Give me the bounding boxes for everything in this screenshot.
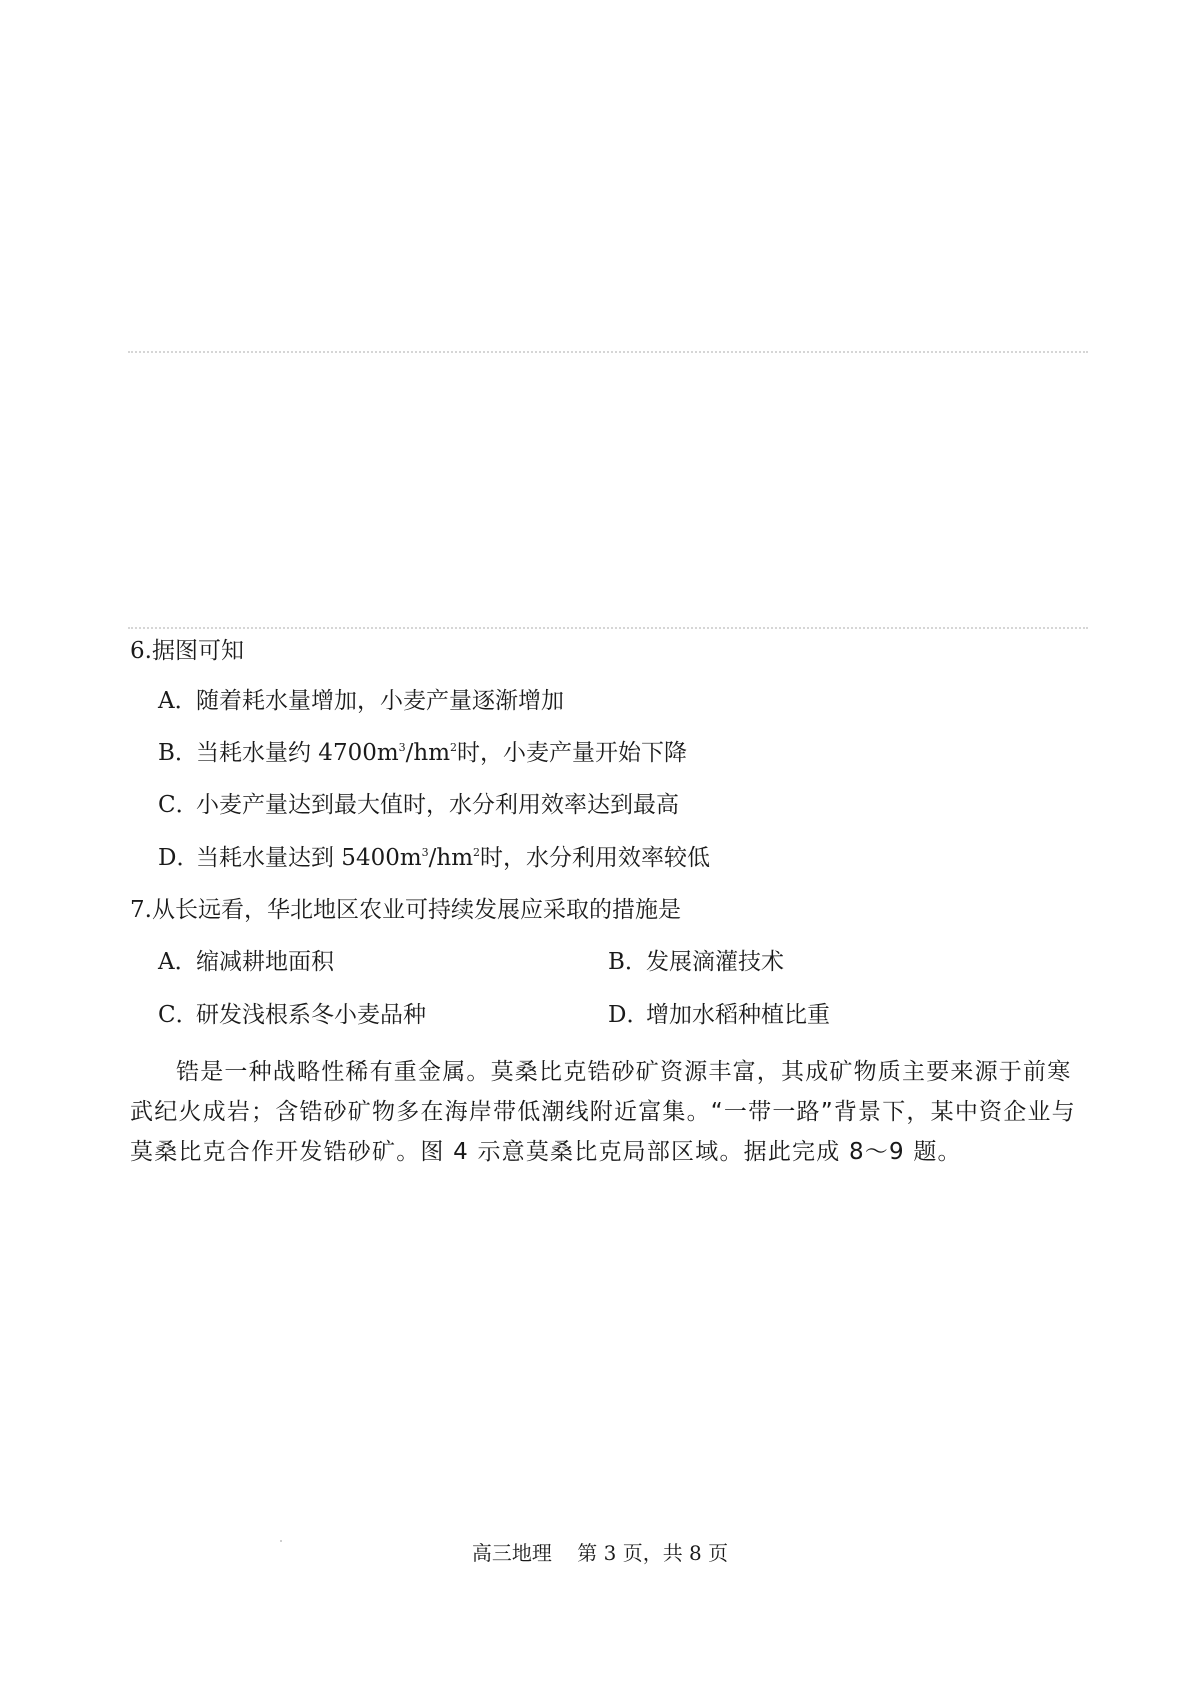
question-7-option-c[interactable] [158, 1000, 426, 1030]
option-text: 随着耗水量增加，小麦产量逐渐增加 [196, 688, 564, 714]
superscript: 3 [398, 741, 406, 754]
question-6-stem: 6.据图可知 [130, 638, 244, 664]
question-6-option-d[interactable] [158, 843, 710, 873]
option-letter: B． [158, 740, 198, 766]
option-text-unit: /hm [405, 740, 451, 766]
footer-subject: 高三地理 [471, 1541, 552, 1565]
page-footer [0, 1540, 1200, 1566]
question-7-option-d[interactable] [608, 1000, 830, 1030]
option-letter: A． [158, 688, 198, 714]
option-letter: C． [158, 792, 199, 818]
option-letter: A． [158, 949, 198, 975]
option-text-post: 时，小麦产量开始下降 [457, 740, 688, 766]
reading-passage: 锆是一种战略性稀有重金属。莫桑比克锆砂矿资源丰富，其成矿物质主要来源于前寒武纪火成岩；含锆砂矿物多在海岸带低潮线附近富集。“一带一路”背景下，某中资企业与莫桑比克合作开发锆砂矿。图 4 示意莫桑比克局部区域。据此完成 8～9 题。 [130, 1059, 1076, 1165]
option-text-unit: /hm [428, 845, 474, 871]
option-text: 研发浅根系冬小麦品种 [196, 1002, 426, 1028]
superscript: 2 [473, 846, 481, 859]
question-6-option-a[interactable] [158, 686, 564, 716]
option-text: 缩减耕地面积 [196, 949, 334, 975]
footer-page-number: 第 3 页，共 8 页 [577, 1541, 729, 1565]
option-text: 增加水稻种植比重 [646, 1002, 830, 1028]
question-7-option-b[interactable] [608, 947, 784, 977]
option-text-pre: 当耗水量达到 5400m [196, 845, 422, 871]
option-letter: B． [608, 949, 648, 975]
option-letter: D． [608, 1002, 650, 1028]
option-text: 小麦产量达到最大值时，水分利用效率达到最高 [196, 792, 679, 818]
divider-top [128, 351, 1088, 353]
option-letter: D． [158, 845, 200, 871]
question-6-option-b[interactable] [158, 738, 687, 768]
question-6-option-c[interactable] [158, 790, 679, 820]
option-letter: C． [158, 1002, 199, 1028]
question-7-option-a[interactable] [158, 947, 334, 977]
superscript: 3 [421, 846, 429, 859]
superscript: 2 [450, 741, 458, 754]
option-text-pre: 当耗水量约 4700m [196, 740, 399, 766]
question-7-stem: 7.从长远看，华北地区农业可持续发展应采取的措施是 [130, 897, 681, 923]
divider-middle [128, 627, 1088, 629]
option-text-post: 时，水分利用效率较低 [480, 845, 711, 871]
option-text: 发展滴灌技术 [646, 949, 784, 975]
